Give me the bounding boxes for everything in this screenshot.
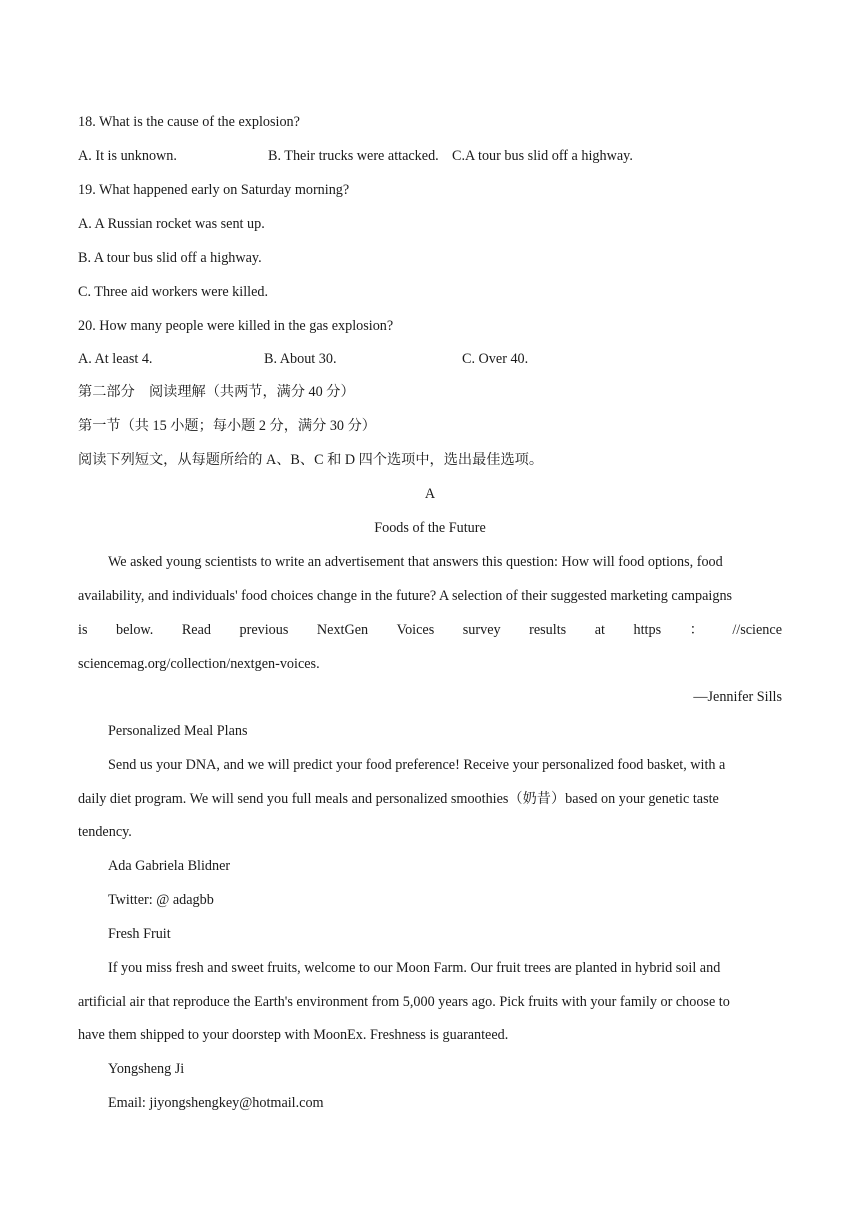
question-19: 19. What happened early on Saturday morning?	[78, 182, 350, 198]
passage-letter: A	[424, 486, 436, 502]
ad-2-contact: Email: jiyongshengkey@hotmail.com	[108, 1095, 324, 1111]
q19-option-a: A. A Russian rocket was sent up.	[78, 216, 265, 232]
q20-option-c: C. Over 40.	[462, 351, 529, 367]
ad-1-author: Ada Gabriela Blidner	[108, 858, 231, 874]
q19-option-c: C. Three aid workers were killed.	[78, 284, 269, 300]
ad-1-body-line-2: daily diet program. We will send you full meals and personalized smoothies（奶昔）based on your genetic taste	[78, 791, 719, 807]
ad-2-body-line-1: If you miss fresh and sweet fruits, welcome to our Moon Farm. Our fruit trees are planted in hybrid soil and	[108, 960, 721, 976]
ad-2-heading: Fresh Fruit	[108, 926, 171, 942]
intro-line-4: sciencemag.org/collection/nextgen-voices.	[78, 656, 320, 672]
question-20: 20. How many people were killed in the gas explosion?	[78, 318, 394, 334]
ad-1-body-line-3: tendency.	[78, 824, 132, 840]
ad-2-body-line-3: have them shipped to your doorstep with MoonEx. Freshness is guaranteed.	[78, 1027, 509, 1043]
ad-1-contact: Twitter: @ adagbb	[108, 892, 214, 908]
ad-1-body-line-1: Send us your DNA, and we will predict your food preference! Receive your personalized food basket, with a	[108, 757, 726, 773]
q18-option-c: C.A tour bus slid off a highway.	[452, 148, 633, 164]
ad-2-author: Yongsheng Ji	[108, 1061, 185, 1077]
reading-part-title: 第二部分 阅读理解（共两节，满分 40 分）	[78, 384, 355, 400]
q18-option-b: B. Their trucks were attacked.	[268, 148, 439, 164]
q20-option-a: A. At least 4.	[78, 351, 153, 367]
intro-line-3: is below. Read previous NextGen Voices survey results at https ： //science	[78, 622, 782, 638]
reading-instructions: 阅读下列短文，从每题所给的 A、B、C 和 D 四个选项中，选出最佳选项。	[78, 452, 544, 468]
ad-1-heading: Personalized Meal Plans	[108, 723, 248, 739]
passage-title: Foods of the Future	[374, 520, 486, 536]
q20-option-b: B. About 30.	[264, 351, 337, 367]
signature: —Jennifer Sills	[693, 689, 782, 705]
intro-line-2: availability, and individuals' food choices change in the future? A selection of their suggested marketing campaigns	[78, 588, 733, 604]
question-18: 18. What is the cause of the explosion?	[78, 114, 300, 130]
q19-option-b: B. A tour bus slid off a highway.	[78, 250, 262, 266]
ad-2-body-line-2: artificial air that reproduce the Earth's environment from 5,000 years ago. Pick fruits with your family or choose to	[78, 994, 730, 1010]
intro-line-1: We asked young scientists to write an advertisement that answers this question: How will food options, food	[108, 554, 723, 570]
reading-section-title: 第一节（共 15 小题；每小题 2 分，满分 30 分）	[78, 418, 376, 434]
q18-option-a: A. It is unknown.	[78, 148, 177, 164]
